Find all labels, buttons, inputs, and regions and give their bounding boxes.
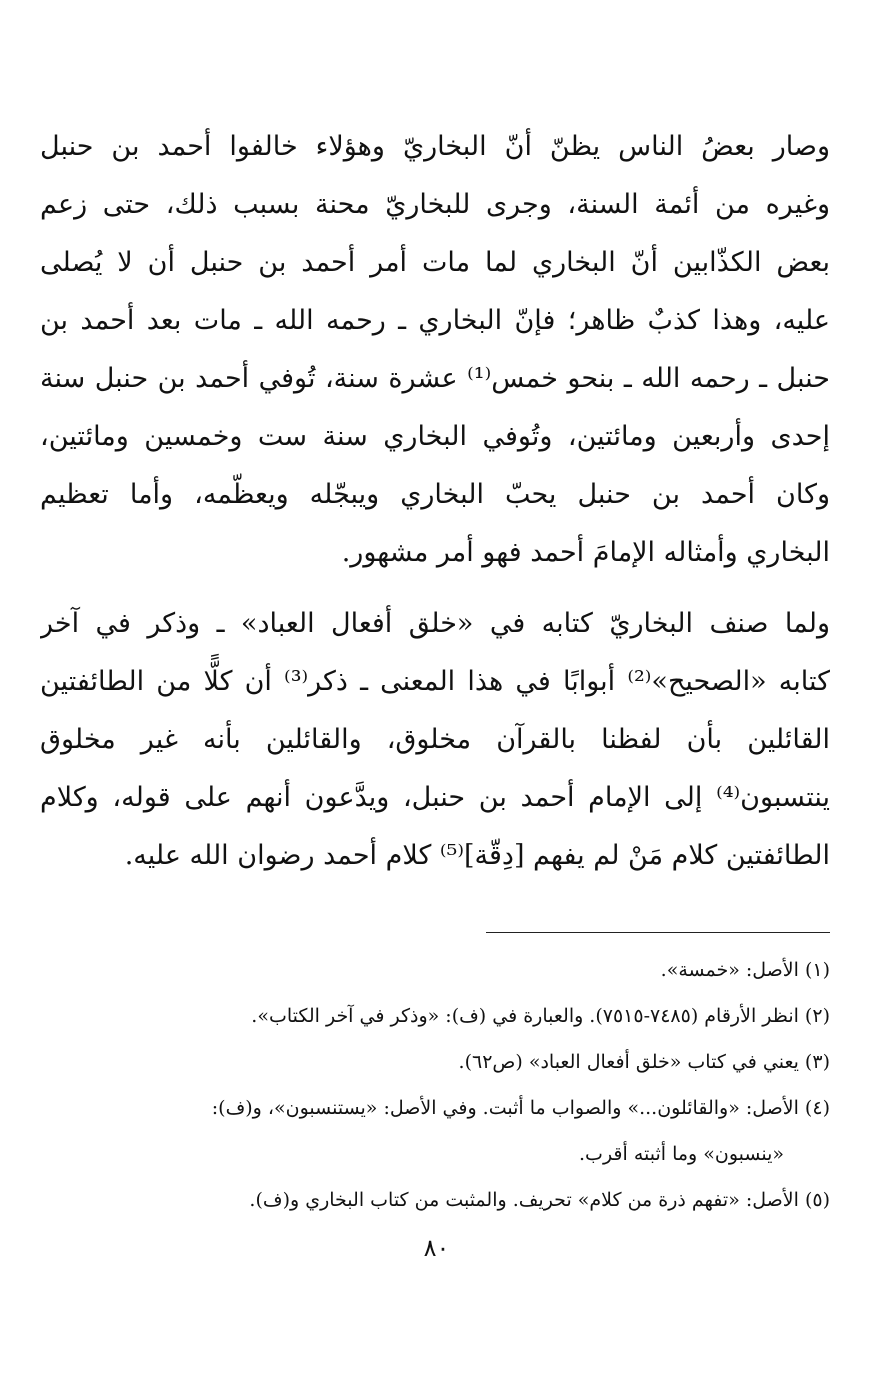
text-line: القائلين بأن لفظنا بالقرآن مخلوق، والقائلين بأنه غير مخلوق <box>40 724 830 755</box>
paragraph-gap <box>40 582 830 595</box>
text-line: وغيره من أئمة السنة، وجرى للبخاريّ محنة بسبب ذلك، حتى زعم <box>40 189 830 220</box>
text-line: كتابه «الصحيح»⁽²⁾ أبوابًا في هذا المعنى ـ ذكر⁽³⁾ أن كلًّا من الطائفتين <box>40 666 830 697</box>
text-line: البخاري وأمثاله الإمامَ أحمد فهو أمر مشهور. <box>341 537 830 568</box>
text-line: ولما صنف البخاريّ كتابه في «خلق أفعال العباد» ـ وذكر في آخر <box>40 608 830 639</box>
text-line: إحدى وأربعين ومائتين، وتُوفي البخاري سنة ست وخمسين ومائتين، <box>40 421 830 452</box>
text-line: الطائفتين كلام مَنْ لم يفهم [دِقّة]⁽⁵⁾ كلام أحمد رضوان الله عليه. <box>124 840 830 871</box>
footnotes <box>60 947 830 1223</box>
page-number: ٨٠ <box>423 1234 450 1262</box>
footnote-2: (٢) انظر الأرقام (٧٤٨٥-٧٥١٥). والعبارة في (ف): «وذكر في آخر الكتاب». <box>251 1005 830 1027</box>
footnote-1: (١) الأصل: «خمسة». <box>660 959 830 981</box>
footnote-5: (٥) الأصل: «تفهم ذرة من كلام» تحريف. والمثبت من كتاب البخاري و(ف). <box>249 1189 830 1211</box>
footnote-separator <box>486 932 830 933</box>
paragraph-1 <box>40 118 830 582</box>
main-text <box>40 118 830 885</box>
footnote-3: (٣) يعني في كتاب «خلق أفعال العباد» (ص٦٢). <box>458 1051 830 1073</box>
text-line: وصار بعضُ الناس يظنّ أنّ البخاريّ وهؤلاء خالفوا أحمد بن حنبل <box>40 131 830 162</box>
footnote-4-continued: «ينسبون» وما أثبته أقرب. <box>579 1143 784 1165</box>
text-line: عليه، وهذا كذبٌ ظاهر؛ فإنّ البخاري ـ رحمه الله ـ مات بعد أحمد بن <box>40 305 830 336</box>
paragraph-2 <box>40 595 830 885</box>
text-line: بعض الكذّابين أنّ البخاري لما مات أمر أحمد بن حنبل أن لا يُصلى <box>40 247 830 278</box>
text-line: وكان أحمد بن حنبل يحبّ البخاري ويبجّله ويعظّمه، وأما تعظيم <box>40 479 830 510</box>
text-line: حنبل ـ رحمه الله ـ بنحو خمس⁽¹⁾ عشرة سنة، تُوفي أحمد بن حنبل سنة <box>40 363 830 394</box>
footnote-4: (٤) الأصل: «والقائلون...» والصواب ما أثبت. وفي الأصل: «يستنسبون»، و(ف): <box>211 1097 830 1119</box>
text-line: ينتسبون⁽⁴⁾ إلى الإمام أحمد بن حنبل، ويدَّعون أنهم على قوله، وكلام <box>40 782 830 813</box>
